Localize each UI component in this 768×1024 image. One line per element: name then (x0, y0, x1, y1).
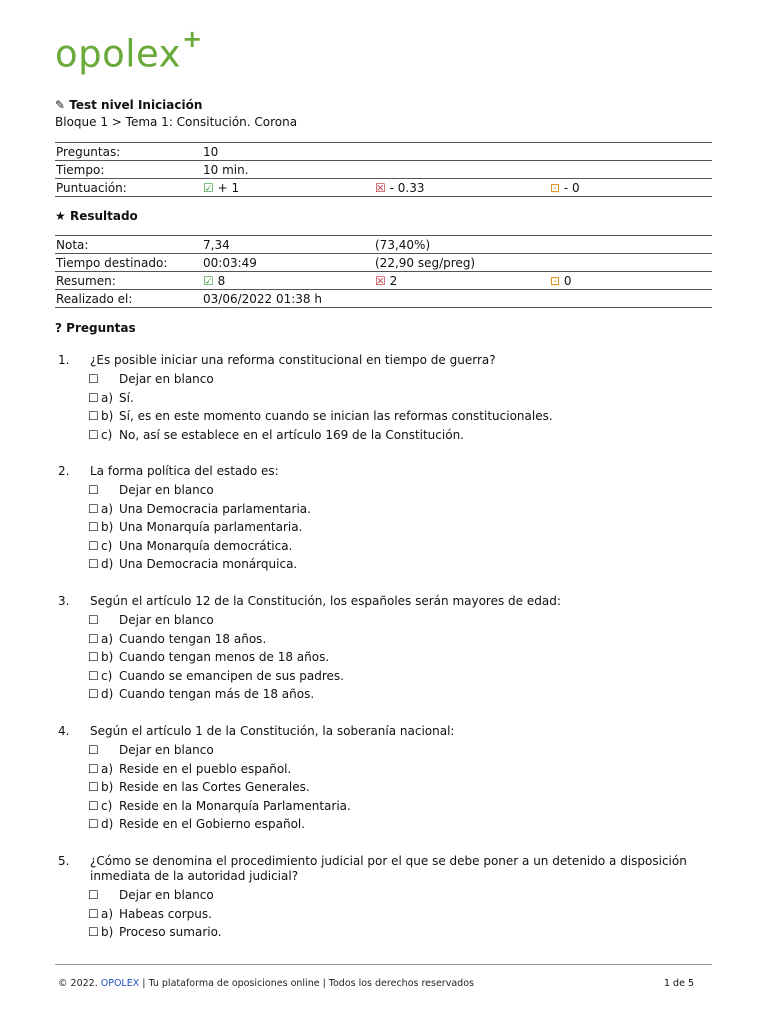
option-text: No, así se establece en el artículo 169 de la Constitución. (119, 427, 464, 442)
resumen-wrong (374, 272, 549, 290)
option-text: Dejar en blanco (119, 613, 214, 627)
option-text: Una Monarquía parlamentaria. (119, 520, 303, 534)
option-text: Cuando tengan 18 años. (119, 631, 267, 646)
blank-box-icon: ⊡ (550, 273, 561, 288)
footer-divider (55, 964, 712, 965)
checkbox-icon[interactable]: ☐ (88, 817, 99, 831)
question-text: La forma política del estado es: (90, 464, 279, 478)
question-block (58, 464, 718, 574)
option-letter (99, 886, 119, 905)
test-info-table (55, 142, 712, 197)
checkbox-icon[interactable]: ☐ (88, 613, 99, 627)
answer-option[interactable] (88, 923, 718, 942)
footer-brand-link[interactable]: OPOLEX (100, 978, 140, 989)
answer-option[interactable] (88, 500, 718, 519)
checkbox-icon[interactable]: ☐ (88, 557, 99, 571)
option-letter: d) (101, 557, 114, 571)
table-row (55, 272, 712, 290)
option-letter (99, 741, 119, 760)
correct-score: + 1 (217, 180, 240, 195)
pencil-icon: ✎ (55, 98, 66, 112)
option-text: Dejar en blanco (119, 483, 214, 497)
nota-label: Nota: (55, 236, 202, 254)
nota-percent: (73,40%) (374, 236, 549, 254)
option-letter: d) (101, 687, 114, 701)
checkbox-icon[interactable]: ☐ (88, 925, 99, 939)
option-letter: b) (101, 780, 114, 794)
footer-copyright: © 2022. (58, 978, 98, 989)
preguntas-heading (55, 321, 136, 335)
checkbox-icon[interactable]: ☐ (88, 780, 99, 794)
question-block (58, 854, 718, 942)
question-text: Según el artículo 1 de la Constitución, la soberanía nacional: (90, 724, 455, 738)
checkbox-icon[interactable]: ☐ (88, 427, 99, 442)
question-number: 2. (58, 464, 70, 478)
question-number: 3. (58, 594, 70, 608)
test-subtitle: Bloque 1 > Tema 1: Consitución. Corona (55, 115, 298, 129)
option-text: Reside en el Gobierno español. (119, 817, 306, 831)
question-text: ¿Cómo se denomina el procedimiento judicial por el que se debe poner a un detenido a disposición inmediata de la autoridad judicial? (90, 854, 687, 883)
option-letter: a) (101, 631, 114, 646)
option-text: Cuando tengan más de 18 años. (119, 687, 315, 701)
option-text: Una Democracia parlamentaria. (119, 501, 311, 516)
option-letter: b) (101, 650, 114, 664)
table-row (55, 290, 712, 308)
question-block (58, 724, 718, 834)
answer-option[interactable] (88, 667, 718, 686)
checkbox-icon[interactable]: ☐ (88, 650, 99, 664)
option-text: Dejar en blanco (119, 743, 214, 757)
answer-option[interactable] (88, 741, 718, 760)
answer-option[interactable] (88, 407, 718, 426)
puntuacion-label: Puntuación: (55, 179, 202, 197)
option-letter: a) (101, 390, 114, 405)
option-letter: b) (101, 409, 114, 423)
answer-option[interactable] (88, 760, 718, 779)
footer-text: | Tu plataforma de oposiciones online | Todos los derechos reservados (142, 978, 474, 989)
resumen-wrong-count: 2 (389, 273, 398, 288)
puntuacion-blank (549, 179, 712, 197)
question-text: ¿Es posible iniciar una reforma constitucional en tiempo de guerra? (90, 353, 496, 367)
option-letter: a) (101, 906, 114, 921)
table-row (55, 236, 712, 254)
checkbox-icon[interactable]: ☐ (88, 906, 99, 921)
checkbox-icon[interactable]: ☐ (88, 743, 99, 757)
resumen-label: Resumen: (55, 272, 202, 290)
resumen-blank (549, 272, 712, 290)
table-row (55, 254, 712, 272)
option-letter (99, 370, 119, 389)
option-text: Dejar en blanco (119, 888, 214, 902)
option-letter: a) (101, 501, 114, 516)
resultado-heading-text: Resultado (69, 209, 138, 223)
tiempo-destinado-value: 00:03:49 (202, 254, 374, 272)
checkbox-icon[interactable]: ☐ (88, 888, 99, 902)
tiempo-destinado-label: Tiempo destinado: (55, 254, 202, 272)
tiempo-value: 10 min. (202, 161, 374, 179)
preguntas-heading-text: Preguntas (66, 321, 136, 335)
resultado-table (55, 235, 712, 308)
wrong-cross-icon: ☒ (375, 180, 386, 195)
answer-option[interactable] (88, 481, 718, 500)
option-text: Sí, es en este momento cuando se inician las reformas constitucionales. (119, 409, 553, 423)
checkbox-icon[interactable]: ☐ (88, 483, 99, 497)
correct-check-icon: ☑ (203, 180, 214, 195)
answer-option[interactable] (88, 630, 718, 649)
answer-option[interactable] (88, 685, 718, 704)
logo-plus-icon: + (182, 25, 203, 53)
wrong-cross-icon: ☒ (375, 273, 386, 288)
option-text: Reside en las Cortes Generales. (119, 780, 310, 794)
blank-box-icon: ⊡ (550, 180, 561, 195)
realizado-value: 03/06/2022 01:38 h (202, 290, 374, 308)
tiempo-label: Tiempo: (55, 161, 202, 179)
option-letter: b) (101, 520, 114, 534)
puntuacion-correct (202, 179, 374, 197)
option-text: Proceso sumario. (119, 925, 222, 939)
wrong-score: - 0.33 (389, 180, 425, 195)
preguntas-value: 10 (202, 143, 374, 161)
question-block (58, 353, 718, 444)
puntuacion-wrong (374, 179, 549, 197)
question-text: Según el artículo 12 de la Constitución, los españoles serán mayores de edad: (90, 594, 561, 608)
question-block (58, 594, 718, 704)
question-icon: ? (55, 321, 62, 335)
tiempo-rate: (22,90 seg/preg) (374, 254, 549, 272)
correct-check-icon: ☑ (203, 273, 214, 288)
question-number: 5. (58, 854, 70, 868)
option-text: Una Monarquía democrática. (119, 538, 293, 553)
checkbox-icon[interactable]: ☐ (88, 520, 99, 534)
table-row (55, 143, 712, 161)
question-number: 4. (58, 724, 70, 738)
checkbox-icon[interactable]: ☐ (88, 409, 99, 423)
checkbox-icon[interactable]: ☐ (88, 668, 99, 683)
realizado-label: Realizado el: (55, 290, 202, 308)
nota-value: 7,34 (202, 236, 374, 254)
option-text: Sí. (119, 390, 134, 405)
blank-score: - 0 (563, 180, 580, 195)
checkbox-icon[interactable]: ☐ (88, 501, 99, 516)
question-number: 1. (58, 353, 70, 367)
test-title-text: Test nivel Iniciación (69, 98, 203, 112)
answer-option[interactable] (88, 886, 718, 905)
option-text: Reside en la Monarquía Parlamentaria. (119, 798, 351, 813)
option-text: Una Democracia monárquica. (119, 557, 298, 571)
table-row (55, 179, 712, 197)
checkbox-icon[interactable]: ☐ (88, 761, 99, 776)
answer-option[interactable] (88, 611, 718, 630)
checkbox-icon[interactable]: ☐ (88, 631, 99, 646)
option-letter: c) (101, 798, 113, 813)
option-letter: b) (101, 925, 114, 939)
checkbox-icon[interactable]: ☐ (88, 798, 99, 813)
option-text: Cuando tengan menos de 18 años. (119, 650, 330, 664)
option-letter: c) (101, 427, 113, 442)
resumen-correct-count: 8 (217, 273, 226, 288)
option-letter: d) (101, 817, 114, 831)
option-letter: a) (101, 761, 114, 776)
resumen-blank-count: 0 (563, 273, 572, 288)
resumen-correct (202, 272, 374, 290)
resultado-heading (55, 209, 138, 223)
logo-text: opolex (55, 32, 182, 76)
footer (58, 978, 474, 989)
answer-option[interactable] (88, 426, 718, 445)
option-text: Cuando se emancipen de sus padres. (119, 668, 344, 683)
opolex-logo (55, 25, 203, 76)
answer-option[interactable] (88, 815, 718, 834)
option-letter (99, 481, 119, 500)
star-icon: ★ (55, 209, 66, 223)
option-letter (99, 611, 119, 630)
option-text: Dejar en blanco (119, 372, 214, 386)
answer-option[interactable] (88, 518, 718, 537)
option-text: Reside en el pueblo español. (119, 761, 292, 776)
option-letter: c) (101, 538, 113, 553)
checkbox-icon[interactable]: ☐ (88, 372, 99, 386)
answer-option[interactable] (88, 797, 718, 816)
answer-option[interactable] (88, 537, 718, 556)
checkbox-icon[interactable]: ☐ (88, 538, 99, 553)
answer-option[interactable] (88, 778, 718, 797)
table-row (55, 161, 712, 179)
page-number: 1 de 5 (663, 978, 694, 989)
answer-option[interactable] (88, 370, 718, 389)
preguntas-label: Preguntas: (55, 143, 202, 161)
answer-option[interactable] (88, 905, 718, 924)
checkbox-icon[interactable]: ☐ (88, 390, 99, 405)
option-letter: c) (101, 668, 113, 683)
test-title (55, 98, 202, 112)
answer-option[interactable] (88, 648, 718, 667)
answer-option[interactable] (88, 555, 718, 574)
answer-option[interactable] (88, 389, 718, 408)
checkbox-icon[interactable]: ☐ (88, 687, 99, 701)
option-text: Habeas corpus. (119, 906, 212, 921)
